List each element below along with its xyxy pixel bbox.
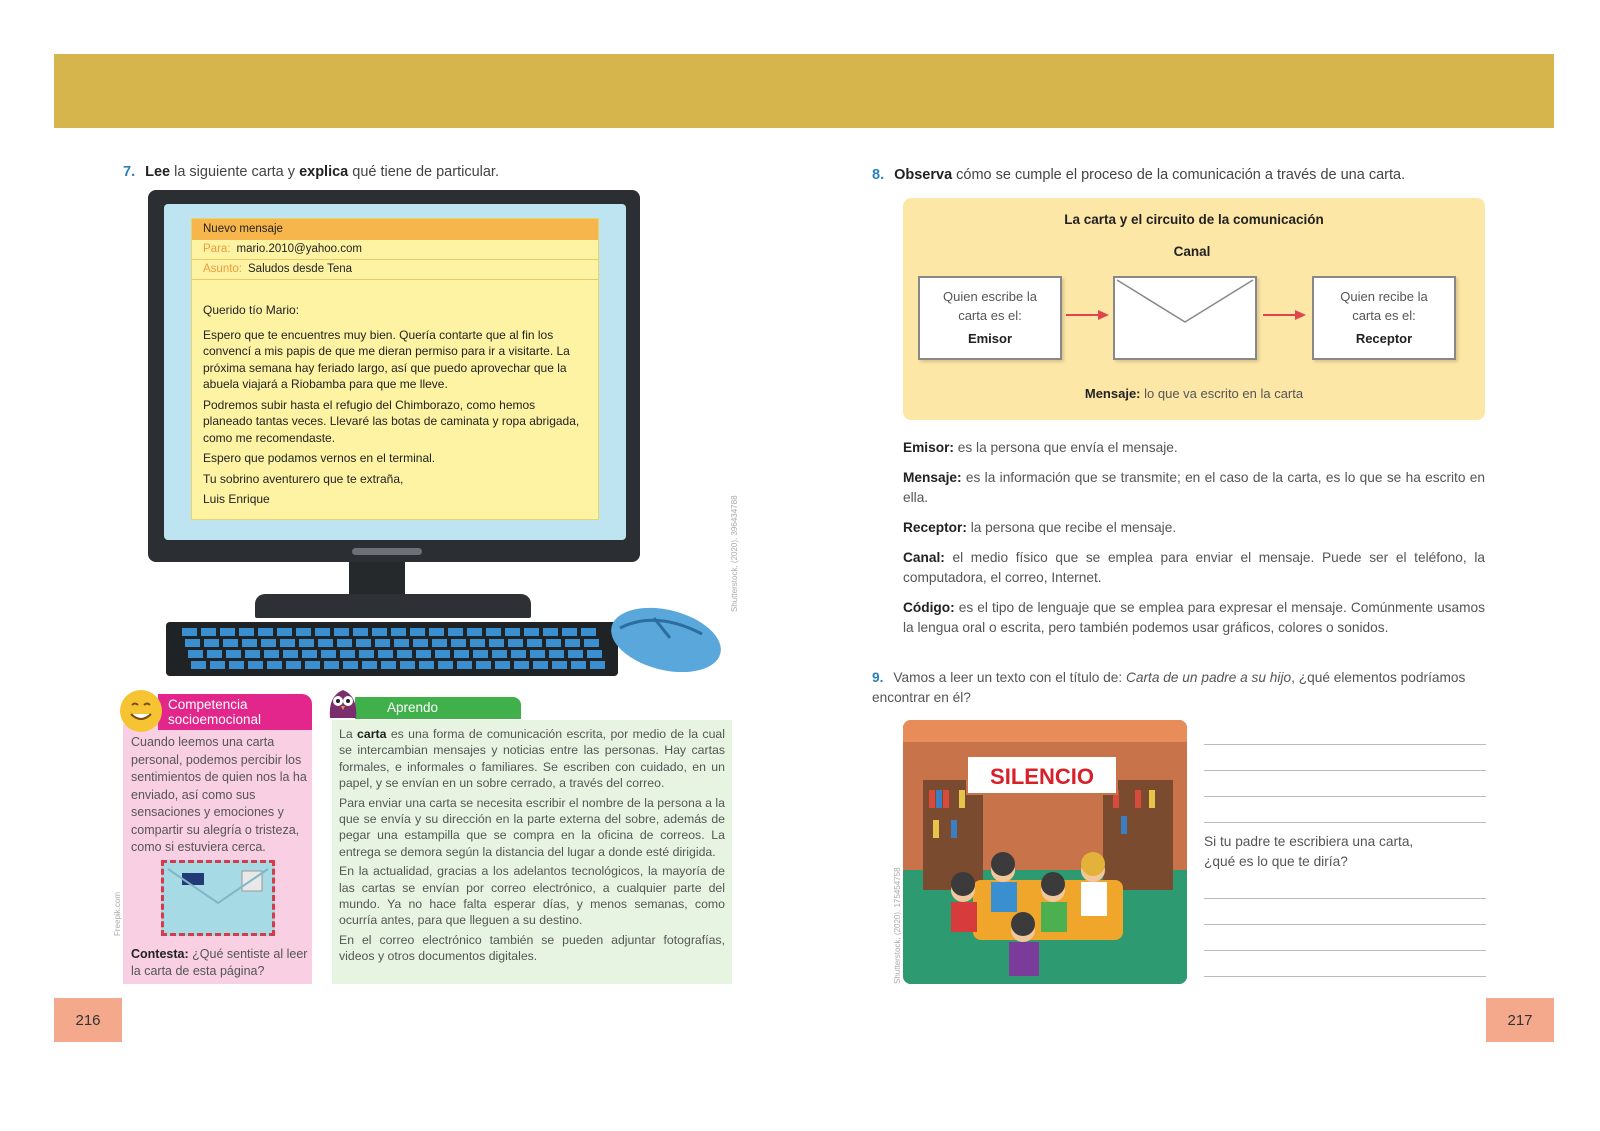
definition-text: es la información que se transmite; en el caso de la carta, es lo que se ha escrito en ella. — [903, 470, 1485, 505]
keyboard-key — [562, 628, 577, 636]
question-number: 9. — [872, 670, 884, 685]
answer-line[interactable] — [1204, 822, 1486, 823]
receptor-box — [1312, 276, 1456, 360]
keyboard-key — [495, 661, 510, 669]
to-label: Para: — [203, 243, 231, 255]
question-text: Vamos a leer un texto con el título de: — [893, 670, 1126, 685]
keyboard-key — [549, 650, 564, 658]
question-text: cómo se cumple el proceso de la comunicación a través de una carta. — [952, 167, 1406, 183]
keyboard-key — [223, 639, 238, 647]
definition-text: la persona que recibe el mensaje. — [966, 520, 1177, 535]
definition-item — [903, 598, 1485, 638]
definition-term: Receptor: — [903, 520, 967, 535]
definition-term: Emisor: — [903, 440, 954, 455]
keyboard-key — [264, 650, 279, 658]
email-letter — [192, 219, 598, 519]
keyboard-key — [470, 639, 485, 647]
email-greeting: Querido tío Mario: — [203, 303, 300, 317]
keyboard-key — [467, 628, 482, 636]
keyboard-key — [204, 639, 219, 647]
contesta-label: Contesta: — [131, 947, 189, 961]
keyboard-key — [397, 650, 412, 658]
contesta-text: ¿Qué sentiste al leer la carta de esta página? — [131, 947, 308, 978]
competencia-question — [131, 946, 309, 980]
email-paragraph: Espero que podamos vernos en el terminal. — [203, 451, 436, 465]
page-number-left: 216 — [54, 998, 122, 1042]
aprendo-paragraph: En la actualidad, gracias a los adelantos tecnológicos, la mayoría de las cartas se envían por correo electrónico, a cualquier parte del mundo. Ya no hace falta esperar días, y menos semanas, como ocurría antes, para que lleguen a su destino. — [339, 864, 725, 928]
keyboard-key — [340, 650, 355, 658]
competencia-title: Competencia — [168, 697, 248, 712]
aprendo-title: Aprendo — [387, 700, 439, 715]
receptor-description: Quien recibe la carta es el: — [1340, 289, 1428, 323]
keyboard-key — [448, 628, 463, 636]
keyboard-key — [486, 628, 501, 636]
keyboard-key — [305, 661, 320, 669]
competencia-header — [158, 694, 312, 730]
envelope-icon — [1115, 278, 1255, 358]
silencio-sign: SILENCIO — [990, 764, 1094, 789]
email-to-row — [192, 240, 598, 260]
keyboard-key — [226, 650, 241, 658]
definition-text: es la persona que envía el mensaje. — [953, 440, 1178, 455]
keyboard-key — [492, 650, 507, 658]
keyboard-key — [378, 650, 393, 658]
diagram-canal-label: Canal — [1173, 244, 1211, 259]
keyboard-key — [375, 639, 390, 647]
image-credit: Freepik.com — [113, 891, 122, 936]
question-text: qué tiene de particular. — [348, 164, 499, 180]
keyboard-key — [410, 628, 425, 636]
keyboard-key — [286, 661, 301, 669]
keyboard-key — [524, 628, 539, 636]
keyboard-key — [391, 628, 406, 636]
keyboard-key — [527, 639, 542, 647]
definition-item — [903, 438, 1485, 458]
keyboard-key — [188, 650, 203, 658]
keyboard-key — [362, 661, 377, 669]
keyboard-key — [530, 650, 545, 658]
keyboard-key — [261, 639, 276, 647]
keyboard-key — [239, 628, 254, 636]
keyboard-key — [587, 650, 602, 658]
arrow-right-icon — [1263, 308, 1307, 322]
definition-item — [903, 548, 1485, 588]
question-8 — [872, 167, 1405, 183]
keyboard-key — [337, 639, 352, 647]
aprendo-paragraph — [339, 726, 725, 792]
keyboard-key — [334, 628, 349, 636]
owl-icon — [326, 686, 360, 720]
answer-line[interactable] — [1204, 924, 1486, 925]
definition-term: Mensaje: — [903, 470, 962, 485]
question-number: 7. — [123, 164, 136, 180]
emisor-label: Emisor — [967, 331, 1013, 346]
emisor-description: Quien escribe la carta es el: — [943, 289, 1037, 323]
text-run: La — [339, 727, 358, 741]
answer-line[interactable] — [1204, 744, 1486, 745]
keyboard-key — [571, 661, 586, 669]
keyboard-key — [476, 661, 491, 669]
emisor-box — [918, 276, 1062, 360]
monitor-button — [352, 548, 422, 555]
email-subject-row — [192, 260, 598, 280]
answer-prompt: Si tu padre te escribiera una carta, ¿qué es lo que te diría? — [1204, 834, 1414, 869]
keyboard-key — [182, 628, 197, 636]
verb: Observa — [894, 167, 953, 183]
mensaje-text: lo que va escrito en la carta — [1140, 386, 1304, 401]
diagram-title: La carta y el circuito de la comunicación — [1064, 212, 1324, 227]
keyboard-key — [324, 661, 339, 669]
definition-text: es el tipo de lenguaje que se emplea para expresar el mensaje. Comúnmente usamos la lengua oral o escrita, pero también podemos usar gráficos, colores o sonidos. — [903, 600, 1485, 635]
keyboard-key — [220, 628, 235, 636]
keyboard-key — [413, 639, 428, 647]
answer-line[interactable] — [1204, 898, 1486, 899]
keyboard-key — [191, 661, 206, 669]
mensaje-label: Mensaje: — [1084, 386, 1141, 401]
keyboard-key — [454, 650, 469, 658]
keyboard-illustration — [166, 622, 618, 676]
keyboard-key — [315, 628, 330, 636]
keyboard-key — [451, 639, 466, 647]
keyboard-key — [505, 628, 520, 636]
keyboard-key — [489, 639, 504, 647]
keyboard-key — [416, 650, 431, 658]
keyboard-key — [353, 628, 368, 636]
top-banner — [54, 54, 1554, 128]
email-paragraph: Tu sobrino aventurero que te extraña, — [203, 471, 404, 486]
keyboard-key — [381, 661, 396, 669]
keyboard-key — [258, 628, 273, 636]
keyboard-key — [394, 639, 409, 647]
keyboard-key — [568, 650, 583, 658]
subject-label: Asunto: — [203, 263, 242, 275]
keyboard-key — [299, 639, 314, 647]
keyboard-key — [248, 661, 263, 669]
aprendo-header — [355, 697, 521, 719]
question-9 — [872, 668, 1486, 708]
keyboard-key — [419, 661, 434, 669]
letter-title: Carta de un padre a su hijo — [1126, 670, 1292, 685]
keyboard-key — [318, 639, 333, 647]
email-paragraph: Espero que te encuentres muy bien. Quería contarte que al fin los convencí a mis papis de que me dieran permiso para ir a visitarte. La próxima semana hay feriado largo, así que puedo aprovechar que la abuela viajará a Riobamba para que me lleve. — [203, 327, 570, 391]
definition-item — [903, 518, 1485, 538]
definition-text: el medio físico que se emplea para enviar el mensaje. Puede ser el teléfono, la computadora, el correo, Internet. — [903, 550, 1485, 585]
keyboard-key — [283, 650, 298, 658]
keyboard-key — [280, 639, 295, 647]
keyboard-key — [546, 639, 561, 647]
answer-line[interactable] — [1204, 796, 1486, 797]
keyboard-key — [277, 628, 292, 636]
arrow-right-icon — [1066, 308, 1110, 322]
envelope-icon — [161, 860, 275, 936]
definition-term: Código: — [903, 600, 955, 615]
keyboard-key — [514, 661, 529, 669]
keyboard-key — [185, 639, 200, 647]
email-body — [192, 280, 598, 508]
keyboard-key — [508, 639, 523, 647]
keyboard-key — [457, 661, 472, 669]
keyboard-key — [302, 650, 317, 658]
email-signature: Luis Enrique — [203, 492, 270, 506]
keyboard-key — [372, 628, 387, 636]
keyboard-key — [245, 650, 260, 658]
keyboard-key — [552, 661, 567, 669]
keyboard-key — [435, 650, 450, 658]
verb: Lee — [145, 164, 171, 180]
keyboard-key — [296, 628, 311, 636]
keyboard-key — [511, 650, 526, 658]
keyboard-key — [267, 661, 282, 669]
keyboard-key — [359, 650, 374, 658]
keyboard-key — [429, 628, 444, 636]
page-number-right: 217 — [1486, 998, 1554, 1042]
keyboard-key — [565, 639, 580, 647]
receptor-label: Receptor — [1355, 331, 1413, 346]
keyboard-key — [210, 661, 225, 669]
question-number: 8. — [872, 167, 885, 183]
aprendo-paragraph: Para enviar una carta se necesita escribir el nombre de la persona a la que se envía y su dirección en la parte externa del sobre, además de pegar una estampilla que se compra en la oficina de correos. La entrega se demora según la distancia del lugar a donde esté dirigida. — [339, 795, 725, 859]
subject-value: Saludos desde Tena — [248, 263, 353, 275]
keyboard-key — [432, 639, 447, 647]
keyboard-key — [356, 639, 371, 647]
definitions-list — [903, 438, 1485, 648]
definition-term: Canal: — [903, 550, 945, 565]
keyboard-key — [473, 650, 488, 658]
keyboard-key — [242, 639, 257, 647]
image-credit: Shutterstock, (2020). 396434788 — [730, 495, 739, 612]
image-credit: Shutterstock, (2020). 175454758 — [893, 867, 902, 984]
email-header: Nuevo mensaje — [192, 219, 598, 240]
email-paragraph: Podremos subir hasta el refugio del Chimborazo, como hemos planeado tantas veces. Llevaré las botas de caminata y ropa abrigada, como me recomendaste. — [203, 397, 580, 445]
competencia-text: Cuando leemos una carta personal, podemos percibir los sentimientos de quien nos la ha enviado, así como sus sensaciones y emociones y compartir su alegría o tristeza, como si estuviera cerca. — [131, 735, 307, 854]
keyboard-key — [229, 661, 244, 669]
keyboard-key — [207, 650, 222, 658]
keyboard-key — [321, 650, 336, 658]
text-run: es una forma de comunicación escrita, por medio de la cual se intercambian mensajes y noticias entre las personas. Hay cartas formales, e informales o familiares. Se escriben con cuidado, en un papel, y se envían en un sobre cerrado, a través del correo. — [339, 727, 725, 791]
keyboard-key — [581, 628, 596, 636]
keyboard-key — [343, 661, 358, 669]
library-illustration — [903, 720, 1187, 984]
keyboard-key — [543, 628, 558, 636]
question-text: la siguiente carta y — [170, 164, 300, 180]
mouse-illustration — [606, 604, 724, 672]
diagram-mensaje — [903, 386, 1485, 401]
monitor-base — [255, 594, 531, 618]
keyboard-key — [533, 661, 548, 669]
aprendo-paragraph: En el correo electrónico también se pueden adjuntar fotografías, videos y otros documentos digitales. — [339, 932, 725, 964]
monitor-stand — [349, 562, 405, 596]
keyboard-key — [590, 661, 605, 669]
definition-item — [903, 468, 1485, 508]
aprendo-text — [339, 726, 725, 968]
answer-line[interactable] — [1204, 950, 1486, 951]
envelope-box — [1113, 276, 1257, 360]
keyboard-key — [400, 661, 415, 669]
answer-line[interactable] — [1204, 770, 1486, 771]
smiley-icon — [120, 690, 162, 732]
answer-line[interactable] — [1204, 976, 1486, 977]
competencia-title: socioemocional — [168, 712, 262, 727]
keyboard-key — [201, 628, 216, 636]
verb: explica — [299, 164, 349, 180]
to-value: mario.2010@yahoo.com — [236, 243, 362, 255]
keyboard-key — [584, 639, 599, 647]
keyboard-key — [438, 661, 453, 669]
question-text: , ¿qué elementos podríamos encontrar en él? — [872, 670, 1466, 705]
question-7 — [123, 164, 499, 180]
keyword: carta — [357, 727, 387, 741]
